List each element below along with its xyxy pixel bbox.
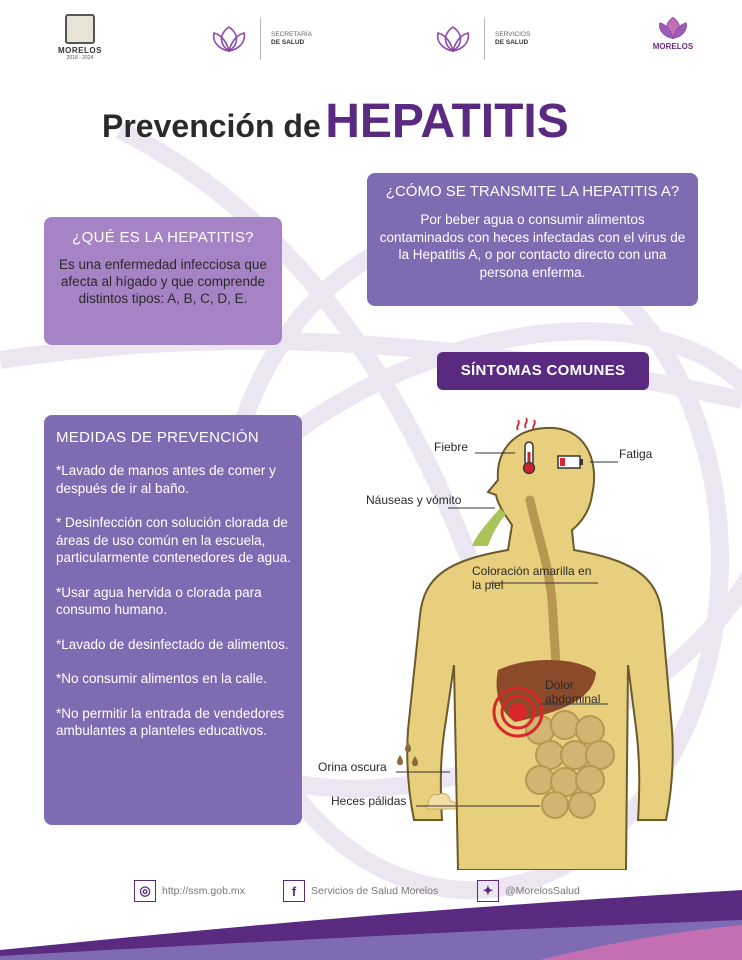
symptom-abdominal-label: Dolor abdominal: [545, 678, 601, 706]
prevention-item: * Desinfección con solución clorada de áreas de uso común en la escuela, particularmente contenedores de agua.: [56, 515, 291, 565]
symptom-urine-label: Orina oscura: [318, 760, 387, 774]
title-main: HEPATITIS: [325, 95, 569, 148]
logo-divider: [260, 18, 261, 60]
morelos-state-logo: [52, 14, 108, 61]
secretaria-salud-logo: [208, 18, 312, 60]
globe-icon: ◎: [134, 880, 156, 902]
header: [0, 0, 742, 78]
footer-twitter[interactable]: [477, 880, 580, 902]
low-battery-icon: [558, 456, 583, 468]
twitter-icon: ✦: [477, 880, 499, 902]
prevention-item: *No consumir alimentos en la calle.: [56, 671, 267, 686]
symptom-fever-label: Fiebre: [434, 440, 469, 454]
secretaria-line2: DE SALUD: [271, 39, 305, 46]
transmission-card: [367, 173, 698, 306]
pain-target-icon: [494, 688, 542, 736]
morelos-government-logo: [648, 14, 698, 51]
servicios-line1: SERVICIOS: [495, 31, 531, 38]
prevention-list: [56, 462, 292, 740]
shield-icon: [65, 14, 95, 44]
facebook-icon: f: [283, 880, 305, 902]
page-title: [102, 94, 662, 149]
transmission-text: Por beber agua o consumir alimentos contaminados con heces infectadas con el virus de la Hepatitis A, o por contacto directo con una persona enferma.: [379, 212, 686, 280]
lotus-icon: [654, 14, 692, 42]
title-prefix: Prevención de: [102, 108, 321, 144]
secretaria-line1: SECRETARÍA: [271, 31, 313, 38]
servicios-salud-logo: [432, 18, 530, 60]
symptoms-heading: SÍNTOMAS COMUNES: [460, 362, 626, 379]
prevention-item: *No permitir la entrada de vendedores ambulantes a planteles educativos.: [56, 705, 285, 738]
right-logo-name: MORELOS: [652, 42, 694, 51]
footer-facebook[interactable]: [283, 880, 438, 902]
what-is-text: Es una enfermedad infecciosa que afecta al hígado y que comprende distintos tipos: A, B, C, D, E.: [59, 257, 267, 306]
symptom-nausea-label: Náuseas y vómito: [366, 493, 462, 507]
logo-divider: [484, 18, 485, 60]
lotus-icon: [432, 23, 474, 55]
prevention-item: *Lavado de desinfectado de alimentos.: [56, 636, 289, 652]
facebook-link[interactable]: Servicios de Salud Morelos: [311, 885, 439, 897]
lotus-icon: [208, 23, 250, 55]
state-name: MORELOS: [58, 46, 102, 55]
prevention-item: *Lavado de manos antes de comer y después de ir al baño.: [56, 463, 276, 496]
symptom-jaundice-label: Coloración amarilla en la piel: [472, 564, 592, 592]
prevention-item: *Usar agua hervida o clorada para consumo humano.: [56, 584, 262, 617]
prevention-card: [44, 415, 302, 825]
symptom-stool-label: Heces pálidas: [331, 794, 407, 808]
symptoms-heading-badge: [437, 352, 649, 390]
prevention-heading: MEDIDAS DE PREVENCIÓN: [56, 429, 259, 446]
state-years: 2018 - 2024: [66, 55, 94, 61]
twitter-link[interactable]: @MorelosSalud: [505, 885, 580, 897]
footer-website[interactable]: [134, 880, 245, 902]
transmission-heading: ¿CÓMO SE TRANSMITE LA HEPATITIS A?: [385, 183, 680, 200]
what-is-hepatitis-card: [44, 217, 282, 345]
nausea-icon: [472, 508, 506, 546]
website-link[interactable]: http://ssm.gob.mx: [162, 885, 245, 897]
servicios-line2: DE SALUD: [495, 39, 529, 46]
symptom-fatigue-label: Fatiga: [619, 447, 653, 461]
what-is-heading: ¿QUÉ ES LA HEPATITIS?: [72, 229, 254, 246]
